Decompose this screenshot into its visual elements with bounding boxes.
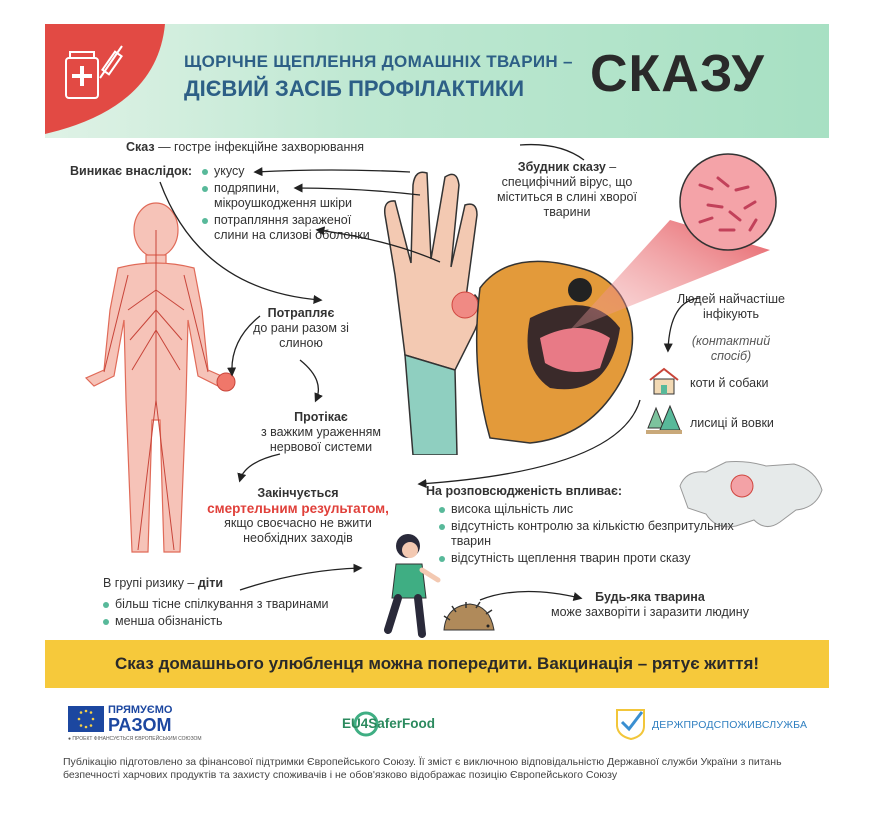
eu-flag-icon [68,706,104,732]
list-item: укусу [200,164,375,179]
list-item: подряпини, мікроушкодження шкіри [200,181,375,211]
razom-line2: РАЗОМ [108,715,172,735]
dps-logo-icon [614,706,648,740]
agent-title: Збудник сказу [517,160,606,174]
step-ends [198,486,398,546]
list-item: потрапляння зараженої слини на слизові оболонки [200,213,375,243]
title-line-2: ДІЄВИЙ ЗАСІБ ПРОФІЛАКТИКИ [184,76,525,101]
list-item: висока щільність лис [437,502,747,517]
dps-logo: ДЕРЖПРОДСПОЖИВСЛУЖБА [652,719,808,731]
step-flows-text: з важким ураженням нервової системи [260,425,382,454]
eu4saferfood-logo: EU4SaferFood [342,716,436,731]
definition-term: Сказ [126,140,155,154]
razom-sub: ● ПРОЕКТ ФІНАНСУЄТЬСЯ ЄВРОПЕЙСЬКИМ СОЮЗОМ [68,736,202,742]
any-animal [540,590,760,620]
risk-label [103,576,223,591]
child-illustration [372,530,442,642]
risk-list [101,597,361,631]
razom-line1: ПРЯМУЄМО [108,704,173,716]
step-ends-text: якщо своєчасно не вжити необхідних заходів [224,516,372,545]
house-icon [646,366,682,396]
banner-text: Сказ домашнього улюбленця можна попередити. Вакцинація – рятує життя! [114,654,760,673]
step-enters [246,306,356,351]
list-item: більш тісне спілкування з тваринами [101,597,361,612]
risk-label-prefix: В групі ризику – [103,576,198,590]
list-item: менша обізнаність [101,614,361,629]
step-flows-title: Протікає [294,410,348,424]
step-ends-red: смертельним результатом, [207,501,389,516]
definition [126,140,364,155]
spread-label: На розповсюдженість впливає: [426,484,623,498]
source-foxes-wolves: лисиці й вовки [690,416,774,430]
definition-text: — гостре інфекційне захворювання [154,140,365,154]
bottom-banner [45,640,829,688]
agent-description [482,160,652,220]
vaccine-bottle-icon [62,38,130,104]
title-line-1: ЩОРІЧНЕ ЩЕПЛЕННЯ ДОМАШНІХ ТВАРИН – [184,52,573,71]
step-enters-text: до рани разом зі слиною [253,321,349,350]
spread-list [437,502,747,568]
agent-text: – специфічний вірус, що міститься в слині хворої тварини [497,160,637,219]
any-animal-title: Будь-яка тварина [595,590,705,604]
infection-text: Людей найчастіше інфікують [676,292,786,321]
step-enters-title: Потрапляє [267,306,335,320]
causes-label: Виникає внаслідок: [70,164,193,178]
any-animal-text: може захворіти і заразити людину [551,605,749,619]
step-flows [246,410,396,455]
hedgehog-illustration [440,600,496,638]
footer-disclaimer: Публікацію підготовлено за фінансової підтримки Європейського Союзу. Її зміст є виключною відповідальністю Державної служби України з питань безпечності харчових продуктів та захисту споживачів і не обов'язково відображає позицію Європейського Союзу [63,756,782,781]
infection-note: (контактний спосіб) [691,334,771,363]
forest-icon [646,404,682,436]
step-ends-title: Закінчується [257,486,339,500]
list-item: відсутність щеплення тварин проти сказу [437,551,747,566]
list-item: відсутність контролю за кількістю безпритульних тварин [437,519,747,549]
title-big: СКАЗУ [590,45,765,103]
source-cats-dogs: коти й собаки [690,376,769,390]
risk-label-strong: діти [197,576,224,590]
